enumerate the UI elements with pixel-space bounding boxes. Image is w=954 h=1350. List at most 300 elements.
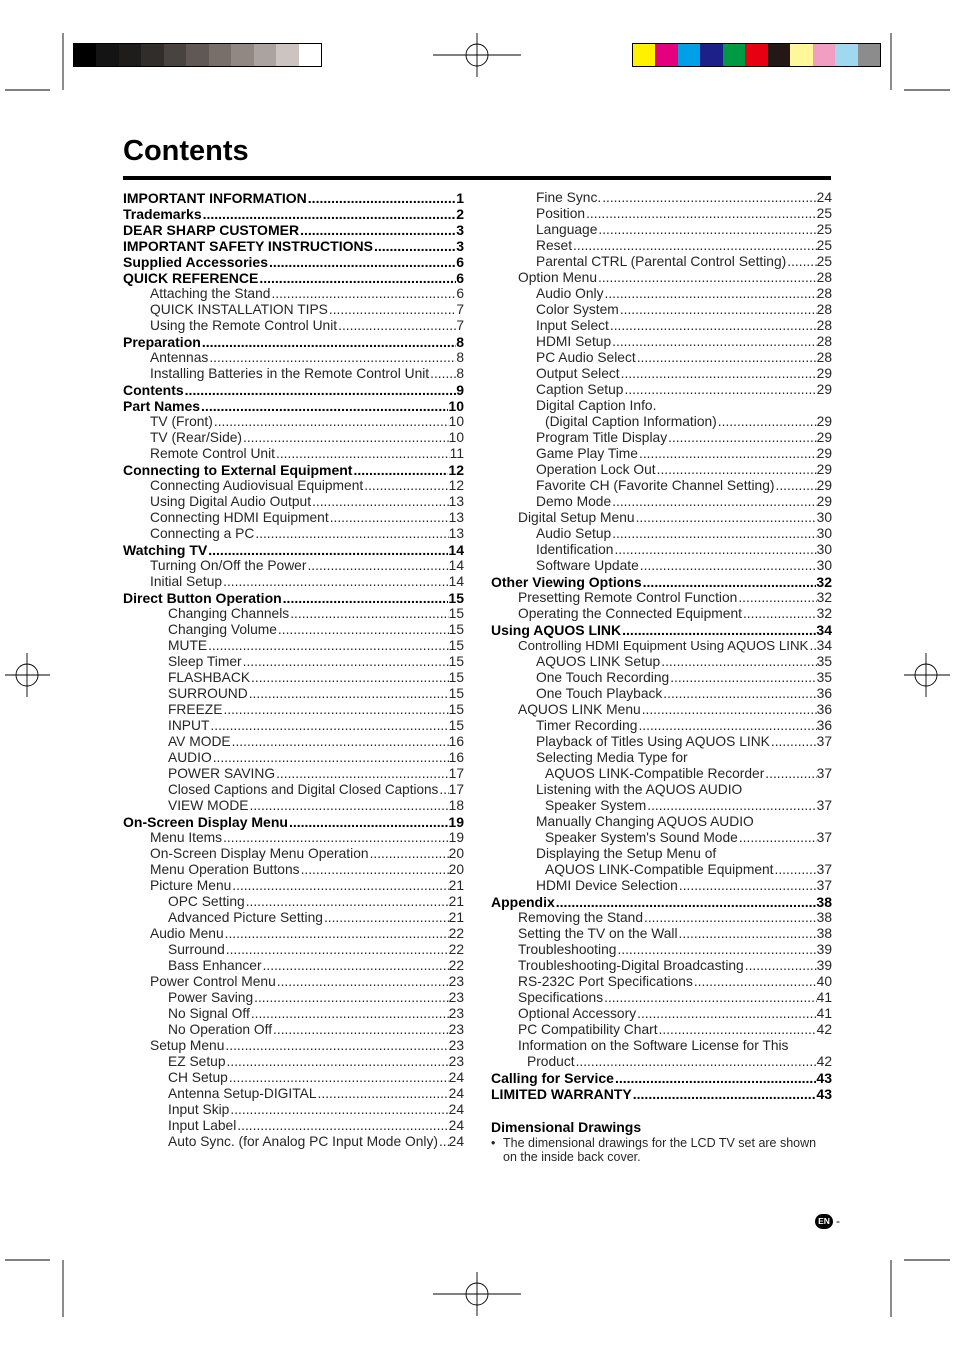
dot-leader bbox=[678, 878, 817, 894]
entry-title: One Touch Playback bbox=[536, 686, 663, 701]
dot-leader bbox=[638, 446, 817, 462]
page-number: 41 bbox=[816, 990, 832, 1005]
dot-leader bbox=[275, 446, 450, 462]
toc-subentry bbox=[491, 462, 832, 478]
note-text-line: on the inside back cover. bbox=[503, 1150, 641, 1164]
entry-title: QUICK INSTALLATION TIPS bbox=[150, 302, 328, 317]
toc-subentry bbox=[123, 702, 464, 718]
entry-title: Changing Channels bbox=[168, 606, 290, 621]
toc-subentry bbox=[123, 446, 464, 462]
entry-title: Removing the Stand bbox=[518, 910, 644, 925]
dot-leader bbox=[808, 638, 816, 654]
entry-title: Remote Control Unit bbox=[150, 446, 275, 461]
toc-subentry bbox=[491, 254, 832, 270]
dot-leader bbox=[258, 270, 456, 286]
page-number: 6 bbox=[456, 286, 464, 301]
page-number: 8 bbox=[456, 366, 464, 381]
entry-title: FLASHBACK bbox=[168, 670, 251, 685]
entry-title: Audio Setup bbox=[536, 526, 612, 541]
toc-subentry bbox=[491, 606, 832, 622]
toc-subentry bbox=[123, 574, 464, 590]
dot-leader bbox=[229, 1102, 448, 1118]
color-swatch bbox=[633, 44, 655, 66]
toc-subentry bbox=[123, 302, 464, 318]
dot-leader bbox=[636, 350, 817, 366]
page-number: 28 bbox=[816, 334, 832, 349]
entry-title: Option Menu bbox=[518, 270, 597, 285]
entry-title: Information on the Software License for This bbox=[518, 1038, 789, 1053]
entry-title: VIEW MODE bbox=[168, 798, 249, 813]
dot-leader bbox=[555, 894, 817, 910]
dot-leader bbox=[597, 222, 816, 238]
toc-subentry bbox=[123, 942, 464, 958]
entry-title: PC Compatibility Chart bbox=[518, 1022, 658, 1037]
entry-title: Changing Volume bbox=[168, 622, 277, 637]
toc-section-entry bbox=[123, 814, 464, 830]
toc-subentry bbox=[491, 942, 832, 958]
entry-title: Input Select bbox=[536, 318, 609, 333]
entry-title: AQUOS LINK Setup bbox=[536, 654, 661, 669]
entry-title: TV (Front) bbox=[150, 414, 213, 429]
entry-title: Watching TV bbox=[123, 542, 208, 558]
toc-subentry bbox=[123, 414, 464, 430]
toc-subentry bbox=[491, 414, 832, 430]
toc-subentry bbox=[491, 430, 832, 446]
entry-title: Reset bbox=[536, 238, 573, 253]
dot-leader bbox=[601, 190, 816, 206]
toc-subentry bbox=[491, 990, 832, 1006]
page-number: 29 bbox=[816, 478, 832, 493]
page-number: 29 bbox=[816, 382, 832, 397]
entry-title: On-Screen Display Menu bbox=[123, 814, 288, 830]
color-swatch bbox=[299, 44, 321, 66]
toc-subentry bbox=[491, 686, 832, 702]
dot-leader bbox=[213, 414, 449, 430]
page-number: 32 bbox=[816, 606, 832, 621]
entry-title: Trademarks bbox=[123, 206, 202, 222]
entry-title: RS-232C Port Specifications bbox=[518, 974, 693, 989]
page-number: 36 bbox=[816, 702, 832, 717]
page-number: 37 bbox=[816, 862, 832, 877]
toc-subentry bbox=[123, 1102, 464, 1118]
dot-leader bbox=[231, 734, 449, 750]
page-number: 21 bbox=[448, 910, 464, 925]
toc-subentry bbox=[123, 910, 464, 926]
entry-title: Identification bbox=[536, 542, 614, 557]
toc-subentry bbox=[123, 878, 464, 894]
entry-title: AQUOS LINK-Compatible Recorder bbox=[545, 766, 765, 781]
toc-section-entry bbox=[491, 1070, 832, 1086]
page-number: 6 bbox=[456, 270, 464, 286]
dot-leader bbox=[289, 606, 448, 622]
entry-title: Optional Accessory bbox=[518, 1006, 637, 1021]
page-number: 23 bbox=[448, 1022, 464, 1037]
page-number: 24 bbox=[448, 1086, 464, 1101]
color-swatch bbox=[768, 44, 790, 66]
dot-leader bbox=[632, 1086, 817, 1102]
dot-leader bbox=[317, 1086, 449, 1102]
page-number: 15 bbox=[448, 718, 464, 733]
toc-subentry bbox=[123, 686, 464, 702]
toc-subentry bbox=[491, 862, 832, 878]
toc-subentry bbox=[491, 286, 832, 302]
toc-subentry bbox=[123, 894, 464, 910]
dot-leader bbox=[208, 350, 456, 366]
page-number: 28 bbox=[816, 302, 832, 317]
entry-title: Controlling HDMI Equipment Using AQUOS LINK bbox=[518, 638, 809, 653]
toc-subentry bbox=[491, 910, 832, 926]
toc-subentry bbox=[123, 1022, 464, 1038]
dot-leader bbox=[764, 766, 816, 782]
dot-leader bbox=[250, 1006, 449, 1022]
entry-title: Playback of Titles Using AQUOS LINK bbox=[536, 734, 770, 749]
toc-subentry bbox=[123, 830, 464, 846]
crop-mark-bottom-right bbox=[891, 1260, 950, 1317]
page-number: 25 bbox=[816, 222, 832, 237]
dot-leader bbox=[352, 462, 448, 478]
page-number: 37 bbox=[816, 798, 832, 813]
color-swatch bbox=[835, 44, 857, 66]
entry-title: AUDIO bbox=[168, 750, 212, 765]
page-number: 12 bbox=[448, 478, 464, 493]
toc-column-left bbox=[123, 190, 464, 1150]
toc-section-entry bbox=[123, 398, 464, 414]
page-number: 40 bbox=[816, 974, 832, 989]
page-number: 25 bbox=[816, 206, 832, 221]
dot-leader bbox=[660, 654, 816, 670]
toc-subentry bbox=[491, 206, 832, 222]
color-swatch bbox=[254, 44, 276, 66]
page-number: 42 bbox=[816, 1022, 832, 1037]
page-number: 24 bbox=[448, 1070, 464, 1085]
entry-title: Timer Recording bbox=[536, 718, 638, 733]
dot-leader bbox=[272, 1022, 449, 1038]
entry-title: IMPORTANT SAFETY INSTRUCTIONS bbox=[123, 238, 373, 254]
entry-title: Advanced Picture Setting bbox=[168, 910, 323, 925]
page-number: 13 bbox=[448, 494, 464, 509]
page-number: 37 bbox=[816, 830, 832, 845]
title-divider bbox=[123, 176, 831, 180]
toc-subentry bbox=[491, 1022, 832, 1038]
dot-leader bbox=[744, 958, 817, 974]
dot-leader bbox=[738, 830, 817, 846]
entry-title: Appendix bbox=[491, 894, 555, 910]
page-number: 21 bbox=[448, 894, 464, 909]
page-number: 7 bbox=[456, 302, 464, 317]
page-number: 32 bbox=[816, 590, 832, 605]
page-number: 24 bbox=[448, 1102, 464, 1117]
toc-subentry bbox=[123, 798, 464, 814]
page-number: 7 bbox=[456, 318, 464, 333]
note-text-line: The dimensional drawings for the LCD TV set are shown bbox=[503, 1136, 817, 1150]
toc-subentry bbox=[491, 590, 832, 606]
dot-leader bbox=[662, 686, 816, 702]
entry-title: Antennas bbox=[150, 350, 209, 365]
dot-leader bbox=[641, 702, 817, 718]
entry-title: DEAR SHARP CUSTOMER bbox=[123, 222, 300, 238]
page-number-suffix: - bbox=[836, 1214, 840, 1228]
entry-title: Attaching the Stand bbox=[150, 286, 271, 301]
toc-section-entry bbox=[123, 590, 464, 606]
entry-title: No Operation Off bbox=[168, 1022, 273, 1037]
dimensional-drawings-note bbox=[491, 1119, 832, 1164]
page-number: 24 bbox=[448, 1134, 464, 1149]
page-number: 15 bbox=[448, 622, 464, 637]
entry-title: Using Digital Audio Output bbox=[150, 494, 312, 509]
page-number: 29 bbox=[816, 430, 832, 445]
page-number: 16 bbox=[448, 734, 464, 749]
entry-title: Specifications bbox=[518, 990, 604, 1005]
entry-title: OPC Setting bbox=[168, 894, 245, 909]
page-number: 30 bbox=[816, 542, 832, 557]
dot-leader bbox=[597, 270, 817, 286]
toc-subentry bbox=[123, 510, 464, 526]
dot-leader bbox=[678, 926, 817, 942]
dot-leader bbox=[656, 462, 817, 478]
entry-title: Surround bbox=[168, 942, 225, 957]
dot-leader bbox=[742, 606, 817, 622]
page-number: 39 bbox=[816, 958, 832, 973]
toc-subentry bbox=[491, 974, 832, 990]
entry-title: Fine Sync. bbox=[536, 190, 602, 205]
page-number: 11 bbox=[449, 446, 464, 461]
dot-leader bbox=[253, 990, 449, 1006]
toc-section-entry bbox=[123, 222, 464, 238]
toc-subentry bbox=[123, 766, 464, 782]
toc-subentry bbox=[491, 718, 832, 734]
dot-leader bbox=[774, 478, 816, 494]
entry-title: Listening with the AQUOS AUDIO bbox=[536, 782, 743, 797]
toc-subentry bbox=[123, 558, 464, 574]
entry-title: Operating the Connected Equipment bbox=[518, 606, 742, 621]
color-swatch bbox=[164, 44, 186, 66]
page-number: 29 bbox=[816, 446, 832, 461]
toc-subentry bbox=[123, 958, 464, 974]
dot-leader bbox=[277, 622, 449, 638]
page-number: 38 bbox=[816, 894, 832, 910]
page-number: 43 bbox=[816, 1070, 832, 1086]
dot-leader bbox=[207, 638, 449, 654]
toc-subentry bbox=[491, 382, 832, 398]
toc-subentry bbox=[491, 510, 832, 526]
entry-title: HDMI Device Selection bbox=[536, 878, 678, 893]
entry-title: Using the Remote Control Unit bbox=[150, 318, 338, 333]
dot-leader bbox=[228, 1070, 449, 1086]
entry-title: Preparation bbox=[123, 334, 201, 350]
color-swatch bbox=[96, 44, 118, 66]
dot-leader bbox=[242, 654, 449, 670]
bullet-icon: • bbox=[491, 1136, 496, 1150]
page-number: 37 bbox=[816, 878, 832, 893]
toc-subentry bbox=[123, 862, 464, 878]
dot-leader bbox=[288, 814, 448, 830]
entry-title: Sleep Timer bbox=[168, 654, 242, 669]
dot-leader bbox=[209, 718, 448, 734]
dot-leader bbox=[275, 766, 449, 782]
dot-leader bbox=[604, 286, 817, 302]
dot-leader bbox=[611, 494, 816, 510]
entry-title: Program Title Display bbox=[536, 430, 668, 445]
toc-subentry bbox=[491, 366, 832, 382]
entry-title: Antenna Setup-DIGITAL bbox=[168, 1086, 317, 1101]
entry-title: Menu Items bbox=[150, 830, 223, 845]
dot-leader bbox=[248, 798, 448, 814]
dot-leader bbox=[184, 382, 457, 398]
toc-subentry bbox=[491, 318, 832, 334]
toc-subentry bbox=[491, 222, 832, 238]
registration-target-right bbox=[904, 653, 950, 697]
dot-leader bbox=[329, 510, 449, 526]
color-swatch bbox=[858, 44, 880, 66]
page-number: 15 bbox=[448, 606, 464, 621]
color-swatch bbox=[231, 44, 253, 66]
entry-title: AQUOS LINK Menu bbox=[518, 702, 641, 717]
dot-leader bbox=[222, 702, 448, 718]
entry-title: Input Skip bbox=[168, 1102, 230, 1117]
dot-leader bbox=[242, 430, 449, 446]
entry-title: Troubleshooting-Digital Broadcasting bbox=[518, 958, 744, 973]
toc-subentry bbox=[491, 190, 832, 206]
dot-leader bbox=[669, 670, 816, 686]
dot-leader bbox=[363, 478, 448, 494]
page-number: 36 bbox=[816, 718, 832, 733]
dot-leader bbox=[323, 910, 449, 926]
toc-subentry bbox=[123, 1006, 464, 1022]
entry-title: Troubleshooting bbox=[518, 942, 617, 957]
entry-title: Connecting HDMI Equipment bbox=[150, 510, 329, 525]
dot-leader bbox=[276, 974, 449, 990]
crop-mark-top-right bbox=[891, 33, 950, 90]
entry-title: Software Update bbox=[536, 558, 639, 573]
dot-leader bbox=[373, 238, 456, 254]
process-color-bar bbox=[632, 43, 881, 67]
page-number: 43 bbox=[816, 1086, 832, 1102]
entry-title: LIMITED WARRANTY bbox=[491, 1086, 632, 1102]
toc-section-entry bbox=[491, 1086, 832, 1102]
toc-subentry bbox=[123, 1038, 464, 1054]
page-number: 17 bbox=[448, 766, 464, 781]
page-number: 41 bbox=[816, 1006, 832, 1021]
toc-subentry bbox=[491, 558, 832, 574]
toc-subentry bbox=[123, 478, 464, 494]
dot-leader bbox=[337, 318, 456, 334]
page-number: 10 bbox=[448, 414, 464, 429]
crop-mark-bottom-left bbox=[5, 1260, 63, 1317]
page-number: 30 bbox=[816, 510, 832, 525]
toc-section-entry bbox=[123, 334, 464, 350]
toc-section-entry bbox=[491, 622, 832, 638]
page-number: 19 bbox=[448, 830, 464, 845]
page-number: 36 bbox=[816, 686, 832, 701]
dot-leader bbox=[254, 526, 448, 542]
toc-subentry bbox=[491, 1054, 832, 1070]
toc-section-entry bbox=[123, 542, 464, 558]
dot-leader bbox=[619, 302, 817, 318]
entry-title: Closed Captions and Digital Closed Captions bbox=[168, 782, 439, 797]
toc-subentry bbox=[123, 718, 464, 734]
entry-title: MUTE bbox=[168, 638, 208, 653]
entry-title: Speaker System's Sound Mode bbox=[545, 830, 738, 845]
page-number: 6 bbox=[456, 254, 464, 270]
dot-leader bbox=[270, 286, 456, 302]
dot-leader bbox=[786, 254, 816, 270]
entry-title: Position bbox=[536, 206, 586, 221]
toc-subentry bbox=[491, 670, 832, 686]
page-number: 15 bbox=[448, 702, 464, 717]
dot-leader bbox=[609, 318, 817, 334]
dot-leader bbox=[250, 670, 449, 686]
entry-title: Installing Batteries in the Remote Control Unit bbox=[150, 366, 430, 381]
page-number: 39 bbox=[816, 942, 832, 957]
color-swatch bbox=[700, 44, 722, 66]
color-swatch bbox=[74, 44, 96, 66]
dot-leader bbox=[224, 1038, 448, 1054]
toc-subentry bbox=[491, 702, 832, 718]
dot-leader bbox=[603, 990, 817, 1006]
entry-title: QUICK REFERENCE bbox=[123, 270, 259, 286]
dot-leader bbox=[236, 1118, 448, 1134]
toc-subentry bbox=[491, 782, 832, 798]
entry-title: Favorite CH (Favorite Channel Setting) bbox=[536, 478, 775, 493]
toc-subentry bbox=[491, 830, 832, 846]
page-number: 34 bbox=[816, 638, 832, 653]
dot-leader bbox=[207, 542, 448, 558]
entry-title: Manually Changing AQUOS AUDIO bbox=[536, 814, 754, 829]
toc-subentry bbox=[491, 798, 832, 814]
dot-leader bbox=[300, 862, 449, 878]
page-number: 30 bbox=[816, 558, 832, 573]
entry-title: Connecting a PC bbox=[150, 526, 255, 541]
page-number: 30 bbox=[816, 526, 832, 541]
entry-title: Product bbox=[527, 1054, 575, 1069]
entry-title: POWER SAVING bbox=[168, 766, 276, 781]
entry-title: Digital Setup Menu bbox=[518, 510, 635, 525]
page-number: 38 bbox=[816, 910, 832, 925]
dot-leader bbox=[200, 398, 448, 414]
page-number: 32 bbox=[816, 574, 832, 590]
dot-leader bbox=[637, 718, 816, 734]
dot-leader bbox=[328, 302, 456, 318]
toc-subentry bbox=[123, 286, 464, 302]
dot-leader bbox=[613, 542, 816, 558]
page-number: 24 bbox=[816, 190, 832, 205]
dot-leader bbox=[222, 830, 449, 846]
registration-target-bottom bbox=[433, 1272, 521, 1316]
color-swatch bbox=[745, 44, 767, 66]
color-swatch bbox=[186, 44, 208, 66]
note-bullet-item bbox=[491, 1136, 832, 1164]
entry-title: FREEZE bbox=[168, 702, 223, 717]
toc-subentry bbox=[123, 1070, 464, 1086]
toc-subentry bbox=[123, 526, 464, 542]
dot-leader bbox=[575, 1054, 817, 1070]
toc-section-entry bbox=[123, 254, 464, 270]
page-number: 25 bbox=[816, 254, 832, 269]
toc-subentry bbox=[491, 846, 832, 862]
page-number: 1 bbox=[456, 190, 464, 206]
page-number: 23 bbox=[448, 1054, 464, 1069]
entry-title: Power Saving bbox=[168, 990, 254, 1005]
page-number: 35 bbox=[816, 670, 832, 685]
toc-subentry bbox=[123, 990, 464, 1006]
entry-title: EZ Setup bbox=[168, 1054, 226, 1069]
entry-title: Connecting Audiovisual Equipment bbox=[150, 478, 364, 493]
page-number: 22 bbox=[448, 926, 464, 941]
page-number: 37 bbox=[816, 734, 832, 749]
toc-subentry bbox=[491, 654, 832, 670]
color-swatch bbox=[141, 44, 163, 66]
entry-title: PC Audio Select bbox=[536, 350, 636, 365]
